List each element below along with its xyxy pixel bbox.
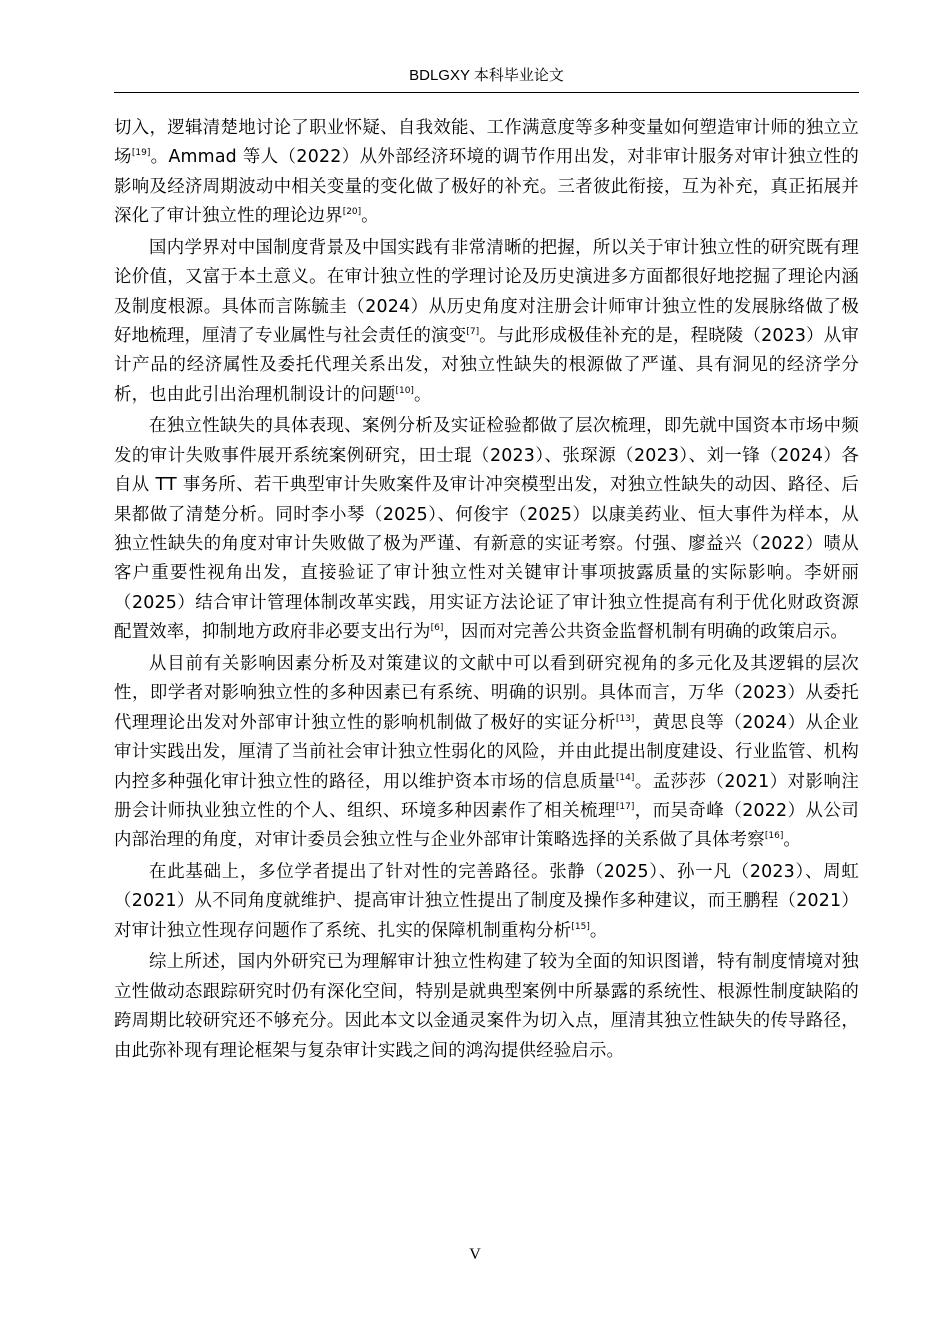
citation-marker: [7] xyxy=(466,327,480,338)
paragraph-text: 综上所述，国内外研究已为理解审计独立性构建了较为全面的知识图谱，特有制度情境对独立性做动态跟踪研究时仍有深化空间，特别是就典型案例中所暴露的系统性、根源性制度缺陷的跨周期比较研究还不够充分。因此本文以金通灵案件为切入点，厘清其独立性缺失的传导路径，由此弥补现有理论框架与复杂审计实践之间的鸿沟提供经验启示。 xyxy=(114,952,859,1061)
paragraph-text: 。 xyxy=(361,206,379,227)
paragraph xyxy=(114,234,859,410)
citation-marker: [10] xyxy=(395,385,414,396)
paragraph-text: ，黄思良等（2024）从企业审计实践出发，厘清了当前社会审计独立性弱化的风险，并由此提出制度建设、行业监管、机构内控多种强化审计独立性的路径，用以维护资本市场的信息质量 xyxy=(114,712,859,792)
paragraph xyxy=(114,650,859,856)
citation-marker: [20] xyxy=(342,207,362,218)
body-text xyxy=(114,114,859,1068)
paragraph-text: 。 xyxy=(783,830,801,851)
citation-marker: [19] xyxy=(131,148,151,159)
citation-marker: [14] xyxy=(615,772,635,783)
paragraph-text: 。 xyxy=(413,384,432,405)
page-number: V xyxy=(469,1246,481,1263)
paragraph-text: 。Ammad 等人（2022）从外部经济环境的调节作用出发，对非审计服务对审计独立性的影响及经济周期波动中相关变量的变化做了极好的补充。三者彼此衔接，互为补充，真正拓展并深化了审计独立性的理论边界 xyxy=(114,147,859,227)
citation-marker: [13] xyxy=(615,713,635,724)
paragraph-text: ，因而对完善公共资金监督机制有明确的政策启示。 xyxy=(443,622,848,643)
citation-marker: [16] xyxy=(764,831,784,842)
paragraph xyxy=(114,114,859,232)
paragraph-text: 从目前有关影响因素分析及对策建议的文献中可以看到研究视角的多元化及其逻辑的层次性，即学者对影响独立性的多种因素已有系统、明确的识别。具体而言，万华（2023）从委托代理理论出发对外部审计独立性的影响机制做了极好的实证分析 xyxy=(114,653,859,733)
paragraph-text: 切入，逻辑清楚地讨论了职业怀疑、自我效能、工作满意度等多种变量如何塑造审计师的独立立场 xyxy=(114,118,859,168)
paragraph-text: 。与此形成极佳补充的是，程晓陵（2023）从审计产品的经济属性及委托代理关系出发，对独立性缺失的根源做了严谨、具有洞见的经济学分析，也由此引出治理机制设计的问题 xyxy=(114,326,859,405)
paragraph xyxy=(114,412,859,647)
paragraph xyxy=(114,948,859,1066)
running-header-title: BDLGXY 本科毕业论文 xyxy=(409,67,564,84)
citation-marker: [15] xyxy=(571,921,590,932)
paragraph-text: 。 xyxy=(589,920,608,941)
citation-marker: [17] xyxy=(615,801,635,812)
paragraph-text: 在此基础上，多位学者提出了针对性的完善路径。张静（2025）、孙一凡（2023）、周虹（2021）从不同角度就维护、提高审计独立性提出了制度及操作多种建议，而王鹏程（2021）对审计独立性现存问题作了系统、扎实的保障机制重构分析 xyxy=(114,861,859,941)
paragraph xyxy=(114,858,859,946)
paragraph-text: 在独立性缺失的具体表现、案例分析及实证检验都做了层次梳理，即先就中国资本市场中频发的审计失败事件展开系统案例研究，田士琨（2023）、张琛源（2023）、刘一锋（2024）各自从 TT 事务所、若干典型审计失败案件及审计冲突模型出发，对独立性缺失的动因、路径、后果都做了清楚分析。同时李小琴（2025）、何俊宇（2025）以康美药业、恒大事件为样本，从独立性缺失的角度对审计失败做了极为严谨、有新意的实证考察。付强、廖益兴（2022）啧从客户重要性视角出发，直接验证了审计独立性对关键审计事项披露质量的实际影响。李妍丽（2025）结合审计管理体制改革实践，用实证方法论证了审计独立性提高有利于优化财政资源配置效率，抑制地方政府非必要支出行为 xyxy=(114,416,859,643)
paragraph-text: 。孟莎莎（2021）对影响注册会计师执业独立性的个人、组织、环境多种因素作了相关梳理 xyxy=(114,771,859,821)
paragraph-text: ，而吴奇峰（2022）从公司内部治理的角度，对审计委员会独立性与企业外部审计策略选择的关系做了具体考察 xyxy=(114,800,859,851)
paragraph-text: 国内学界对中国制度背景及中国实践有非常清晰的把握，所以关于审计独立性的研究既有理论价值，又富于本土意义。在审计独立性的学理讨论及历史演进多方面都很好地挖掘了理论内涵及制度根源。具体而言陈毓圭（2024）从历史角度对注册会计师审计独立性的发展脉络做了极好地梳理，厘清了专业属性与社会责任的演变 xyxy=(114,237,859,347)
header-divider xyxy=(114,92,859,93)
citation-marker: [6] xyxy=(430,623,444,634)
